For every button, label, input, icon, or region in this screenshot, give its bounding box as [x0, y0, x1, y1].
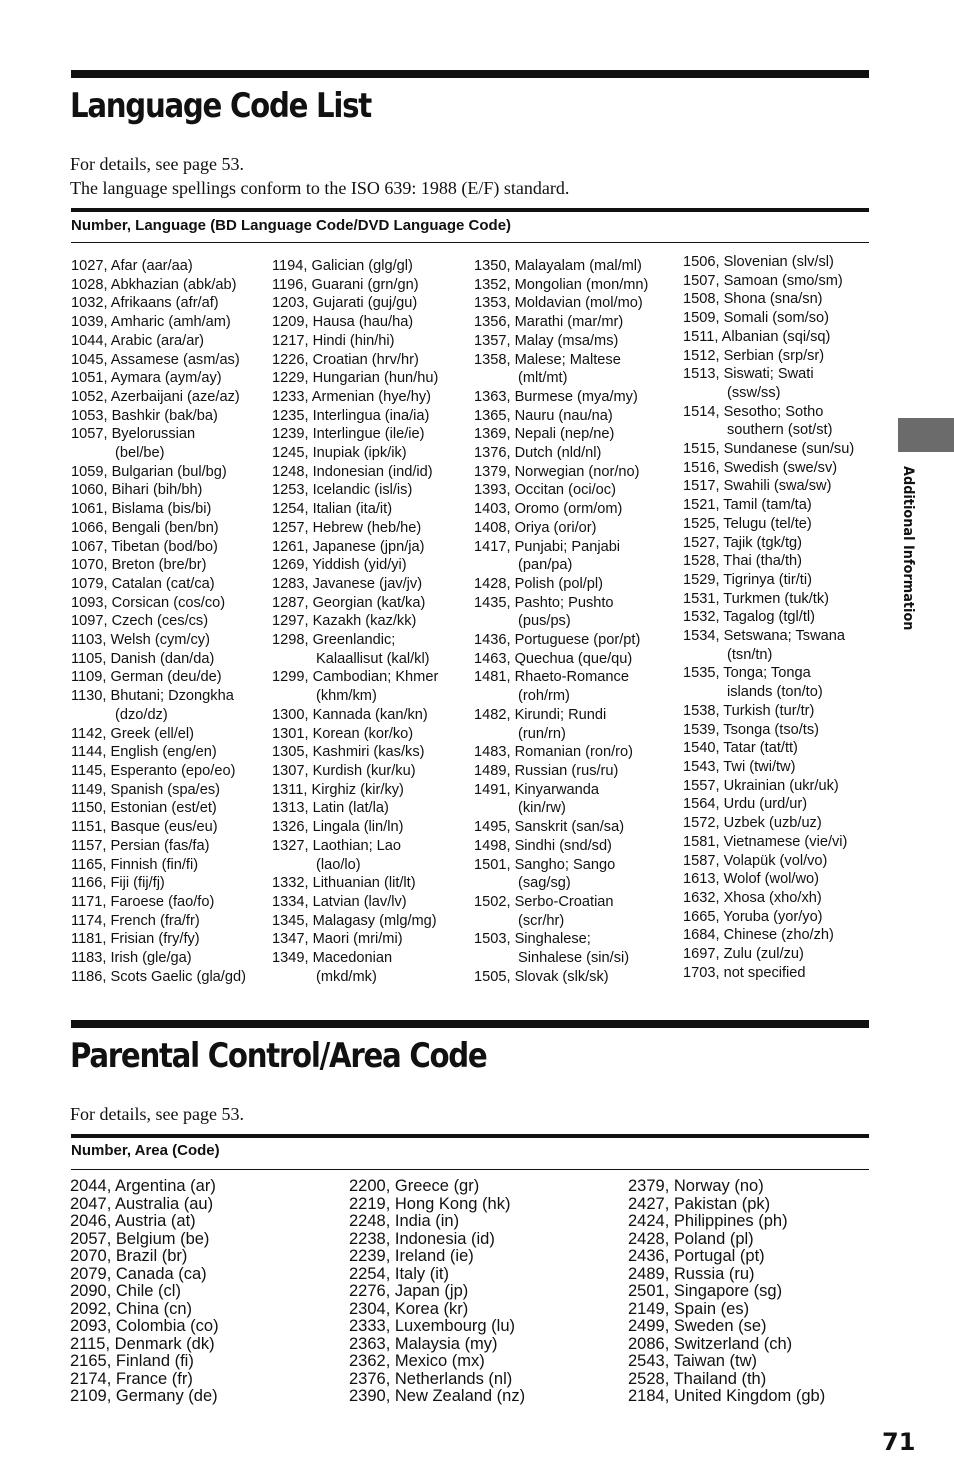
language-entry: 1217, Hindi (hin/hi)	[272, 332, 395, 349]
language-entry: 1532, Tagalog (tgl/tl)	[683, 609, 815, 626]
area-details-text: For details, see page 53.	[70, 1104, 244, 1124]
language-entry: 1564, Urdu (urd/ur)	[683, 796, 808, 813]
language-entry: 1130, Bhutani; Dzongkha	[71, 688, 234, 705]
area-entry: 2165, Finland (fi)	[70, 1352, 194, 1370]
language-entry: 1229, Hungarian (hun/hu)	[272, 370, 439, 387]
area-entry: 2070, Brazil (br)	[70, 1247, 188, 1265]
language-entry: 1501, Sangho; Sango	[474, 856, 616, 873]
area-entry: 2424, Philippines (ph)	[628, 1212, 788, 1230]
language-entry: 1181, Frisian (fry/fy)	[71, 931, 200, 948]
language-entry: 1613, Wolof (wol/wo)	[683, 871, 819, 888]
area-table-header: Number, Area (Code)	[71, 1142, 220, 1159]
area-entry: 2238, Indonesia (id)	[349, 1229, 495, 1248]
area-entry: 2489, Russia (ru)	[628, 1264, 755, 1283]
language-entry-continuation: (run/rn)	[518, 725, 566, 742]
language-entry: 1186, Scots Gaelic (gla/gd)	[71, 968, 246, 985]
area-entry: 2109, Germany (de)	[70, 1387, 218, 1405]
language-entry: 1257, Hebrew (heb/he)	[272, 519, 422, 536]
area-entry: 2379, Norway (no)	[628, 1177, 764, 1195]
language-entry: 1245, Inupiak (ipk/ik)	[272, 445, 407, 462]
language-entry: 1166, Fiji (fij/fj)	[71, 875, 165, 892]
language-entry-continuation: islands (ton/to)	[727, 684, 823, 701]
language-entry: 1581, Vietnamese (vie/vi)	[683, 833, 848, 850]
language-entry: 1151, Basque (eus/eu)	[71, 819, 218, 836]
area-entry: 2093, Colombia (co)	[70, 1317, 219, 1335]
language-entry: 1326, Lingala (lin/ln)	[272, 819, 404, 836]
area-entry: 2543, Taiwan (tw)	[628, 1352, 758, 1370]
area-entry: 2436, Portugal (pt)	[628, 1247, 765, 1265]
area-entry: 2248, India (in)	[349, 1212, 460, 1230]
top-rule	[71, 70, 869, 78]
language-entry: 1203, Gujarati (guj/gu)	[272, 295, 418, 312]
language-entry: 1483, Romanian (ron/ro)	[474, 744, 633, 761]
language-entry: 1515, Sundanese (sun/su)	[683, 441, 855, 458]
language-entry: 1142, Greek (ell/el)	[71, 725, 195, 742]
language-entry: 1079, Catalan (cat/ca)	[71, 575, 215, 592]
page-number: 71	[882, 1428, 916, 1456]
area-entry: 2047, Australia (au)	[70, 1194, 214, 1213]
area-entry: 2219, Hong Kong (hk)	[349, 1194, 511, 1213]
language-entry: 1379, Norwegian (nor/no)	[474, 463, 640, 480]
language-entry: 1165, Finnish (fin/fi)	[71, 856, 199, 873]
table-header-rule	[71, 242, 869, 243]
language-entry: 1248, Indonesian (ind/id)	[272, 463, 433, 480]
language-entry: 1527, Tajik (tgk/tg)	[683, 534, 802, 551]
language-entry: 1239, Interlingue (ile/ie)	[272, 426, 425, 443]
area-column-2	[349, 1178, 525, 1406]
area-entry: 2092, China (cn)	[70, 1299, 192, 1318]
language-entry: 1032, Afrikaans (afr/af)	[71, 295, 219, 312]
language-entry: 1299, Cambodian; Khmer	[272, 669, 439, 686]
language-entry-continuation: (tsn/tn)	[727, 646, 773, 663]
language-entry: 1045, Assamese (asm/as)	[71, 351, 240, 368]
language-entry-continuation: (khm/km)	[316, 688, 377, 705]
side-tab-label: Additional Information	[900, 466, 916, 631]
language-entry: 1149, Spanish (spa/es)	[71, 781, 221, 798]
language-entry: 1150, Estonian (est/et)	[71, 800, 217, 817]
language-entry: 1350, Malayalam (mal/ml)	[474, 258, 642, 274]
language-entry: 1534, Setswana; Tswana	[683, 628, 845, 645]
language-entry: 1027, Afar (aar/aa)	[71, 258, 193, 274]
language-entry: 1209, Hausa (hau/ha)	[272, 314, 414, 331]
language-entry: 1512, Serbian (srp/sr)	[683, 347, 825, 364]
language-entry: 1067, Tibetan (bod/bo)	[71, 538, 218, 555]
area-entry: 2390, New Zealand (nz)	[349, 1387, 526, 1405]
language-entry: 1028, Abkhazian (abk/ab)	[71, 276, 237, 293]
language-entry: 1506, Slovenian (slv/sl)	[683, 254, 834, 270]
area-entry: 2057, Belgium (be)	[70, 1229, 210, 1248]
area-entry: 2239, Ireland (ie)	[349, 1247, 474, 1265]
language-entry: 1352, Mongolian (mon/mn)	[474, 276, 649, 293]
standard-note: The language spellings conform to the ISO 639: 1988 (E/F) standard.	[70, 178, 570, 198]
language-entry: 1039, Amharic (amh/am)	[71, 314, 231, 331]
language-entry: 1507, Samoan (smo/sm)	[683, 272, 843, 289]
language-entry: 1105, Danish (dan/da)	[71, 650, 215, 667]
language-entry: 1070, Breton (bre/br)	[71, 557, 207, 574]
language-entry: 1403, Oromo (orm/om)	[474, 501, 623, 518]
language-entry: 1144, English (eng/en)	[71, 744, 217, 761]
language-entry: 1587, Volapük (vol/vo)	[683, 852, 828, 869]
language-entry: 1305, Kashmiri (kas/ks)	[272, 744, 425, 761]
language-entry: 1053, Bashkir (bak/ba)	[71, 407, 218, 424]
language-entry: 1171, Faroese (fao/fo)	[71, 893, 215, 910]
area-entry: 2044, Argentina (ar)	[70, 1177, 216, 1195]
language-column-1	[71, 257, 246, 986]
language-entry: 1665, Yoruba (yor/yo)	[683, 908, 823, 925]
language-entry: 1502, Serbo-Croatian	[474, 893, 614, 910]
language-entry: 1525, Telugu (tel/te)	[683, 515, 812, 532]
area-entry: 2501, Singapore (sg)	[628, 1282, 783, 1300]
language-entry: 1226, Croatian (hrv/hr)	[272, 351, 419, 368]
language-entry: 1514, Sesotho; Sotho	[683, 403, 824, 420]
language-entry-continuation: (kin/rw)	[518, 800, 566, 817]
language-entry-continuation: Kalaallisut (kal/kl)	[316, 650, 430, 667]
area-entry: 2276, Japan (jp)	[349, 1282, 469, 1300]
language-entry: 1481, Rhaeto-Romance	[474, 669, 629, 686]
language-entry-continuation: southern (sot/st)	[727, 422, 833, 439]
language-entry: 1157, Persian (fas/fa)	[71, 837, 210, 854]
language-entry: 1365, Nauru (nau/na)	[474, 407, 613, 424]
area-entry: 2428, Poland (pl)	[628, 1229, 754, 1248]
area-entry: 2086, Switzerland (ch)	[628, 1334, 793, 1353]
language-entry: 1503, Singhalese;	[474, 931, 591, 948]
language-entry: 1060, Bihari (bih/bh)	[71, 482, 203, 499]
language-entry: 1194, Galician (glg/gl)	[272, 258, 413, 274]
language-entry: 1435, Pashto; Pushto	[474, 594, 614, 611]
language-entry: 1109, German (deu/de)	[71, 669, 222, 686]
language-entry-continuation: (mlt/mt)	[518, 370, 568, 387]
side-tab-marker	[898, 418, 954, 452]
language-entry: 1261, Japanese (jpn/ja)	[272, 538, 425, 555]
language-table-header: Number, Language (BD Language Code/DVD Language Code)	[71, 217, 512, 234]
area-entry: 2046, Austria (at)	[70, 1212, 196, 1230]
area-column-1	[70, 1178, 219, 1406]
table-top-rule	[71, 208, 869, 212]
language-entry: 1369, Nepali (nep/ne)	[474, 426, 615, 443]
language-entry-continuation: (mkd/mk)	[316, 968, 377, 985]
language-entry: 1521, Tamil (tam/ta)	[683, 497, 812, 514]
language-entry: 1697, Zulu (zul/zu)	[683, 946, 804, 963]
section-title: Parental Control/Area Code	[70, 1036, 487, 1076]
area-entry: 2304, Korea (kr)	[349, 1299, 469, 1318]
area-entry: 2149, Spain (es)	[628, 1299, 750, 1318]
language-entry: 1196, Guarani (grn/gn)	[272, 276, 419, 293]
page-title: Language Code List	[70, 86, 371, 126]
language-entry: 1482, Kirundi; Rundi	[474, 706, 607, 723]
language-column-2	[272, 257, 438, 986]
language-entry: 1287, Georgian (kat/ka)	[272, 594, 426, 611]
language-entry: 1376, Dutch (nld/nl)	[474, 445, 602, 462]
area-entry: 2427, Pakistan (pk)	[628, 1194, 771, 1213]
language-entry: 1253, Icelandic (isl/is)	[272, 482, 413, 499]
area-entry: 2362, Mexico (mx)	[349, 1352, 485, 1370]
language-entry: 1174, French (fra/fr)	[71, 912, 200, 929]
language-entry: 1283, Javanese (jav/jv)	[272, 575, 423, 592]
language-entry: 1297, Kazakh (kaz/kk)	[272, 613, 417, 630]
language-entry: 1347, Maori (mri/mi)	[272, 931, 403, 948]
language-entry: 1332, Lithuanian (lit/lt)	[272, 875, 416, 892]
language-entry: 1516, Swedish (swe/sv)	[683, 459, 838, 476]
language-entry: 1505, Slovak (slk/sk)	[474, 968, 609, 985]
language-entry: 1334, Latvian (lav/lv)	[272, 893, 407, 910]
language-entry: 1363, Burmese (mya/my)	[474, 388, 638, 405]
language-entry: 1066, Bengali (ben/bn)	[71, 519, 219, 536]
language-entry: 1235, Interlingua (ina/ia)	[272, 407, 430, 424]
area-entry: 2363, Malaysia (my)	[349, 1334, 498, 1353]
language-entry: 1145, Esperanto (epo/eo)	[71, 762, 236, 779]
language-entry: 1529, Tigrinya (tir/ti)	[683, 571, 812, 588]
language-entry: 1233, Armenian (hye/hy)	[272, 388, 431, 405]
language-entry: 1498, Sindhi (snd/sd)	[474, 837, 612, 854]
language-entry: 1528, Thai (tha/th)	[683, 553, 802, 570]
language-entry: 1254, Italian (ita/it)	[272, 501, 393, 518]
language-entry: 1684, Chinese (zho/zh)	[683, 927, 834, 944]
language-entry-continuation: (scr/hr)	[518, 912, 565, 929]
language-entry: 1051, Aymara (aym/ay)	[71, 370, 222, 387]
language-entry: 1557, Ukrainian (ukr/uk)	[683, 777, 839, 794]
language-entry: 1353, Moldavian (mol/mo)	[474, 295, 643, 312]
area-column-3	[628, 1178, 825, 1406]
language-entry: 1511, Albanian (sqi/sq)	[683, 328, 831, 345]
language-entry-continuation: (sag/sg)	[518, 875, 571, 892]
area-entry: 2333, Luxembourg (lu)	[349, 1317, 516, 1335]
area-entry: 2079, Canada (ca)	[70, 1264, 207, 1283]
language-entry: 1535, Tonga; Tonga	[683, 665, 811, 682]
area-entry: 2499, Sweden (se)	[628, 1317, 767, 1335]
language-entry: 1572, Uzbek (uzb/uz)	[683, 815, 822, 832]
language-entry: 1356, Marathi (mar/mr)	[474, 314, 624, 331]
language-entry: 1183, Irish (gle/ga)	[71, 950, 192, 967]
area-entry: 2200, Greece (gr)	[349, 1177, 480, 1195]
area-entry: 2090, Chile (cl)	[70, 1282, 181, 1300]
language-entry: 1358, Malese; Maltese	[474, 351, 621, 368]
language-entry-continuation: Sinhalese (sin/si)	[518, 950, 630, 967]
area-table-top-rule	[71, 1134, 869, 1138]
language-entry: 1463, Quechua (que/qu)	[474, 650, 633, 667]
language-entry: 1307, Kurdish (kur/ku)	[272, 762, 416, 779]
details-text: For details, see page 53.	[70, 154, 244, 174]
language-entry: 1313, Latin (lat/la)	[272, 800, 389, 817]
language-entry: 1059, Bulgarian (bul/bg)	[71, 463, 227, 480]
language-entry: 1327, Laothian; Lao	[272, 837, 402, 854]
language-column-4	[683, 253, 854, 982]
language-entry: 1428, Polish (pol/pl)	[474, 575, 603, 592]
area-table-header-rule	[71, 1169, 869, 1170]
language-entry: 1061, Bislama (bis/bi)	[71, 501, 212, 518]
language-entry: 1300, Kannada (kan/kn)	[272, 706, 428, 723]
language-entry: 1513, Siswati; Swati	[683, 366, 814, 383]
language-entry: 1269, Yiddish (yid/yi)	[272, 557, 407, 574]
area-entry: 2254, Italy (it)	[349, 1264, 449, 1283]
language-column-3	[474, 257, 648, 986]
language-entry: 1539, Tsonga (tso/ts)	[683, 721, 820, 738]
language-entry: 1345, Malagasy (mlg/mg)	[272, 912, 437, 929]
language-entry: 1093, Corsican (cos/co)	[71, 594, 226, 611]
area-entry: 2528, Thailand (th)	[628, 1369, 767, 1388]
language-entry: 1298, Greenlandic;	[272, 632, 396, 649]
language-entry-continuation: (bel/be)	[115, 445, 165, 462]
language-entry: 1393, Occitan (oci/oc)	[474, 482, 616, 499]
area-entry: 2376, Netherlands (nl)	[349, 1369, 513, 1388]
language-entry: 1531, Turkmen (tuk/tk)	[683, 590, 829, 607]
language-entry: 1052, Azerbaijani (aze/az)	[71, 388, 240, 405]
language-entry: 1301, Korean (kor/ko)	[272, 725, 414, 742]
language-entry-continuation: (pan/pa)	[518, 557, 573, 574]
language-entry: 1349, Macedonian	[272, 950, 393, 967]
language-entry-continuation: (pus/ps)	[518, 613, 571, 630]
language-entry: 1311, Kirghiz (kir/ky)	[272, 781, 404, 798]
language-entry-continuation: (dzo/dz)	[115, 706, 168, 723]
language-entry: 1703, not specified	[683, 964, 806, 981]
language-entry: 1357, Malay (msa/ms)	[474, 332, 619, 349]
language-entry: 1408, Oriya (ori/or)	[474, 519, 597, 536]
language-entry: 1436, Portuguese (por/pt)	[474, 632, 641, 649]
language-entry: 1491, Kinyarwanda	[474, 781, 599, 798]
language-entry-continuation: (ssw/ss)	[727, 384, 781, 401]
language-entry: 1517, Swahili (swa/sw)	[683, 478, 832, 495]
area-entry: 2115, Denmark (dk)	[70, 1334, 215, 1353]
language-entry-continuation: (roh/rm)	[518, 688, 570, 705]
language-entry: 1540, Tatar (tat/tt)	[683, 740, 798, 757]
language-entry: 1417, Punjabi; Panjabi	[474, 538, 621, 555]
language-entry: 1495, Sanskrit (san/sa)	[474, 819, 625, 836]
language-entry: 1543, Twi (twi/tw)	[683, 758, 796, 775]
language-entry: 1103, Welsh (cym/cy)	[71, 632, 210, 649]
section-rule	[71, 1020, 869, 1028]
language-entry: 1044, Arabic (ara/ar)	[71, 332, 205, 349]
language-entry: 1509, Somali (som/so)	[683, 310, 829, 327]
area-entry: 2184, United Kingdom (gb)	[628, 1387, 826, 1405]
language-entry: 1489, Russian (rus/ru)	[474, 762, 619, 779]
language-entry: 1632, Xhosa (xho/xh)	[683, 889, 822, 906]
area-entry: 2174, France (fr)	[70, 1369, 193, 1388]
language-entry: 1508, Shona (sna/sn)	[683, 291, 823, 308]
language-entry-continuation: (lao/lo)	[316, 856, 361, 873]
language-entry: 1538, Turkish (tur/tr)	[683, 702, 815, 719]
language-entry: 1097, Czech (ces/cs)	[71, 613, 209, 630]
language-entry: 1057, Byelorussian	[71, 426, 196, 443]
